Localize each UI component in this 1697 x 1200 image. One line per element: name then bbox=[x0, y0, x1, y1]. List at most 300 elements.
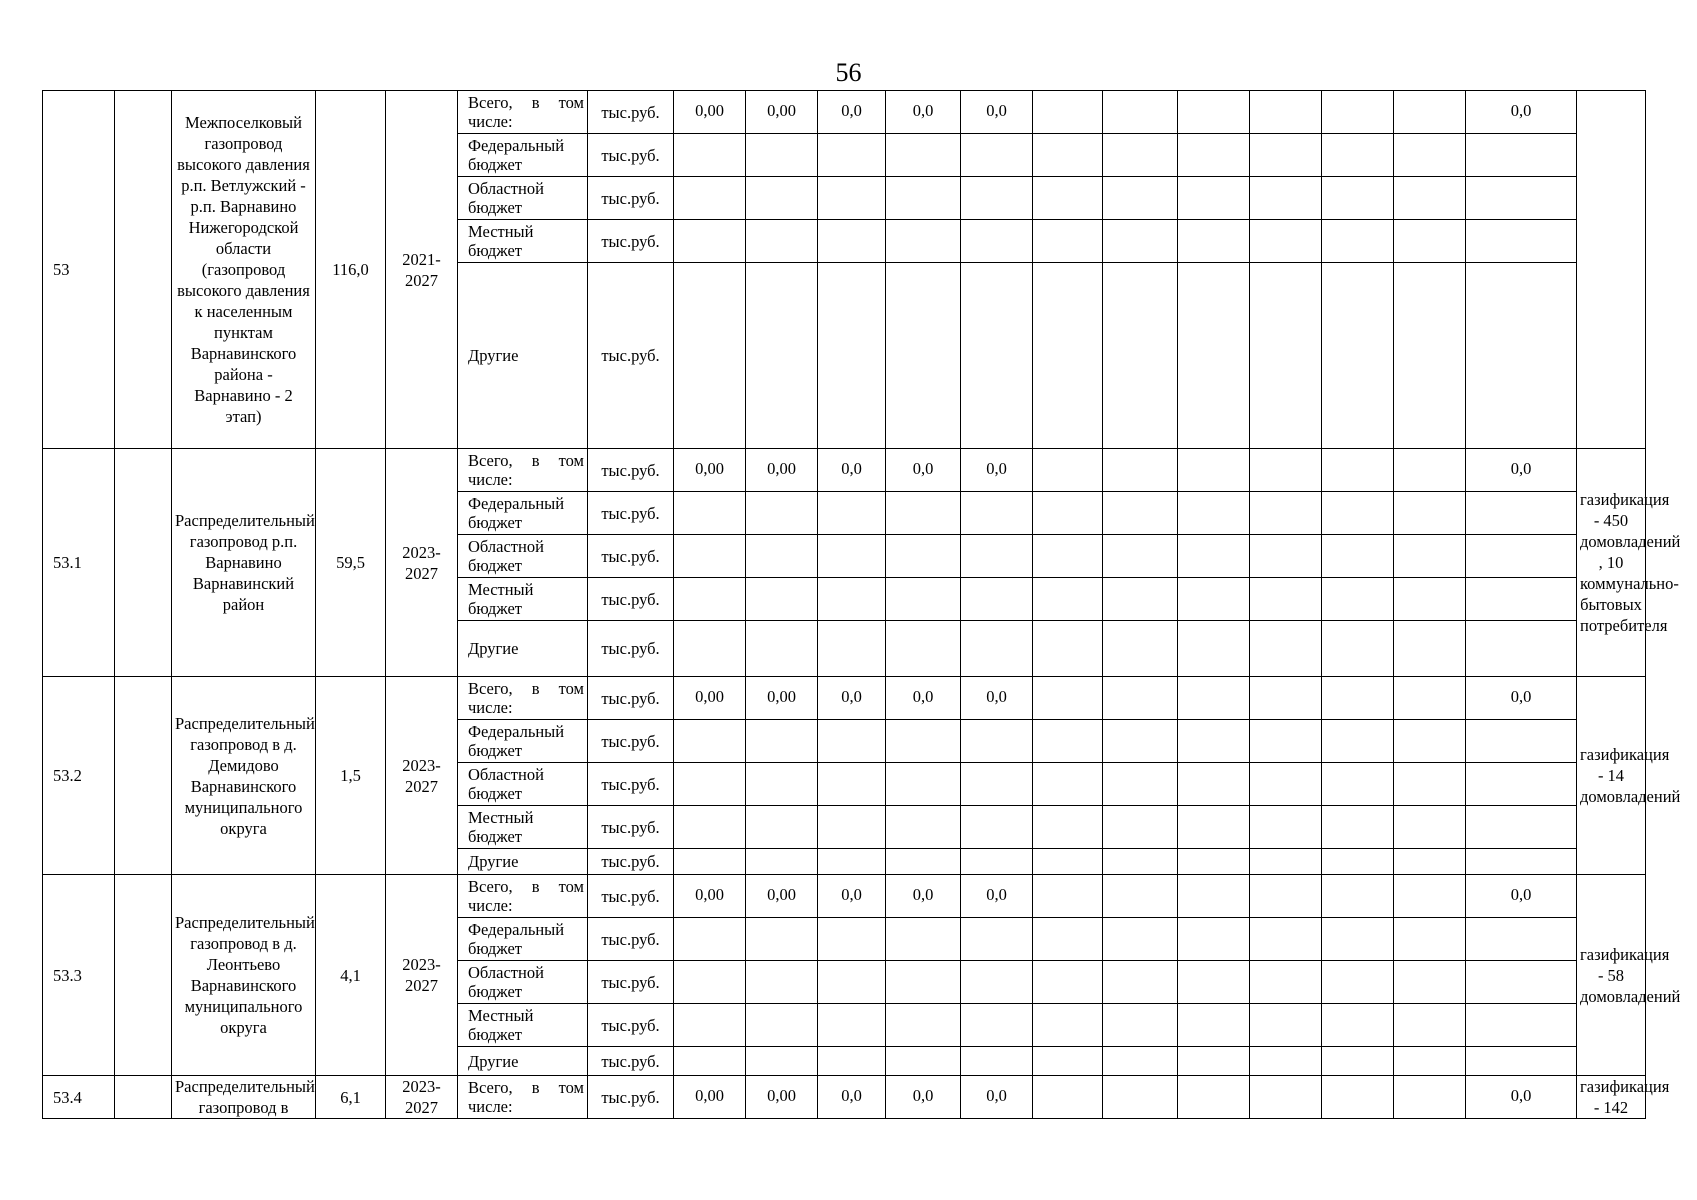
value-cell bbox=[1250, 177, 1322, 220]
value-cell bbox=[818, 621, 886, 677]
value-cell bbox=[674, 849, 746, 875]
value-cell bbox=[1033, 621, 1103, 677]
value-cell bbox=[1322, 1047, 1394, 1076]
funding-source: Всего, в том числе: bbox=[458, 875, 588, 918]
value-cell bbox=[886, 220, 961, 263]
value-cell bbox=[1394, 91, 1466, 134]
value-cell bbox=[1322, 535, 1394, 578]
value-cell bbox=[1322, 720, 1394, 763]
unit: тыс.руб. bbox=[588, 677, 674, 720]
value-cell bbox=[1178, 1076, 1250, 1119]
unit: тыс.руб. bbox=[588, 1004, 674, 1047]
total-value bbox=[1466, 535, 1577, 578]
value-cell bbox=[1250, 1004, 1322, 1047]
value-cell bbox=[886, 763, 961, 806]
value-cell bbox=[1322, 806, 1394, 849]
value-cell bbox=[1103, 763, 1178, 806]
item-number: 53.2 bbox=[43, 677, 115, 875]
value-cell bbox=[1033, 1004, 1103, 1047]
value-cell bbox=[746, 220, 818, 263]
value-cell bbox=[1178, 763, 1250, 806]
length-km: 4,1 bbox=[316, 875, 386, 1076]
value-cell: 0,00 bbox=[746, 677, 818, 720]
value-cell: 0,0 bbox=[886, 677, 961, 720]
value-cell bbox=[886, 621, 961, 677]
value-cell bbox=[961, 177, 1033, 220]
value-cell bbox=[1178, 134, 1250, 177]
implementation-period: 2023-2027 bbox=[386, 875, 458, 1076]
empty-cell bbox=[115, 677, 172, 875]
object-name: Распределительный газопровод в д. Демидово Варнавинского муниципального округа bbox=[172, 677, 316, 875]
value-cell bbox=[1250, 578, 1322, 621]
funding-source: Федеральный бюджет bbox=[458, 492, 588, 535]
value-cell bbox=[674, 578, 746, 621]
value-cell bbox=[1394, 918, 1466, 961]
funding-source: Всего, в том числе: bbox=[458, 449, 588, 492]
value-cell bbox=[1033, 1076, 1103, 1119]
empty-cell bbox=[115, 449, 172, 677]
value-cell bbox=[1250, 535, 1322, 578]
value-cell bbox=[1033, 918, 1103, 961]
value-cell bbox=[746, 578, 818, 621]
value-cell bbox=[1394, 263, 1466, 449]
value-cell bbox=[1178, 677, 1250, 720]
value-cell bbox=[674, 1047, 746, 1076]
total-value: 0,0 bbox=[1466, 449, 1577, 492]
value-cell bbox=[1033, 578, 1103, 621]
value-cell bbox=[1103, 1047, 1178, 1076]
value-cell bbox=[886, 961, 961, 1004]
value-cell bbox=[961, 492, 1033, 535]
funding-source: Всего, в том числе: bbox=[458, 677, 588, 720]
value-cell bbox=[1322, 1004, 1394, 1047]
value-cell bbox=[1322, 578, 1394, 621]
value-cell bbox=[1178, 875, 1250, 918]
value-cell bbox=[1033, 961, 1103, 1004]
value-cell bbox=[1033, 492, 1103, 535]
value-cell bbox=[1033, 677, 1103, 720]
value-cell bbox=[1394, 220, 1466, 263]
value-cell bbox=[1178, 720, 1250, 763]
value-cell: 0,0 bbox=[961, 91, 1033, 134]
value-cell bbox=[1250, 220, 1322, 263]
value-cell bbox=[886, 578, 961, 621]
table-row bbox=[43, 875, 1646, 918]
object-name: Распределительный газопровод р.п. Варнавино Варнавинский район bbox=[172, 449, 316, 677]
value-cell bbox=[886, 918, 961, 961]
value-cell bbox=[1103, 220, 1178, 263]
value-cell bbox=[818, 1047, 886, 1076]
value-cell bbox=[1322, 220, 1394, 263]
value-cell bbox=[1103, 849, 1178, 875]
value-cell: 0,0 bbox=[886, 91, 961, 134]
value-cell bbox=[1103, 875, 1178, 918]
object-name: Межпоселковый газопровод высокого давления р.п. Ветлужский - р.п. Варнавино Нижегородской области (газопровод высокого давления к населенным пунктам Варнавинского района - Варнавино - 2 этап) bbox=[172, 91, 316, 449]
value-cell bbox=[1103, 806, 1178, 849]
value-cell: 0,0 bbox=[818, 1076, 886, 1119]
value-cell bbox=[961, 961, 1033, 1004]
unit: тыс.руб. bbox=[588, 91, 674, 134]
value-cell bbox=[1103, 918, 1178, 961]
financing-table bbox=[42, 90, 1681, 1119]
value-cell bbox=[1033, 91, 1103, 134]
object-name: Распределительный газопровод в bbox=[172, 1076, 316, 1119]
value-cell bbox=[961, 220, 1033, 263]
funding-source: Другие bbox=[458, 1047, 588, 1076]
funding-source: Областной бюджет bbox=[458, 763, 588, 806]
item-number: 53.1 bbox=[43, 449, 115, 677]
unit: тыс.руб. bbox=[588, 578, 674, 621]
value-cell bbox=[1033, 806, 1103, 849]
table-row bbox=[43, 91, 1646, 134]
implementation-period: 2023-2027 bbox=[386, 677, 458, 875]
value-cell bbox=[1178, 961, 1250, 1004]
total-value bbox=[1466, 621, 1577, 677]
value-cell bbox=[1103, 263, 1178, 449]
value-cell bbox=[1250, 763, 1322, 806]
value-cell bbox=[1322, 677, 1394, 720]
value-cell: 0,00 bbox=[674, 91, 746, 134]
value-cell bbox=[1178, 91, 1250, 134]
value-cell bbox=[1103, 961, 1178, 1004]
value-cell bbox=[961, 1004, 1033, 1047]
value-cell bbox=[961, 720, 1033, 763]
value-cell bbox=[1033, 875, 1103, 918]
value-cell bbox=[746, 134, 818, 177]
value-cell bbox=[1322, 621, 1394, 677]
value-cell bbox=[1178, 918, 1250, 961]
funding-source: Местный бюджет bbox=[458, 220, 588, 263]
value-cell bbox=[1250, 961, 1322, 1004]
total-value bbox=[1466, 763, 1577, 806]
value-cell bbox=[1250, 806, 1322, 849]
value-cell bbox=[746, 720, 818, 763]
unit: тыс.руб. bbox=[588, 1047, 674, 1076]
value-cell: 0,0 bbox=[961, 875, 1033, 918]
value-cell bbox=[818, 806, 886, 849]
value-cell: 0,0 bbox=[818, 449, 886, 492]
unit: тыс.руб. bbox=[588, 177, 674, 220]
value-cell bbox=[818, 720, 886, 763]
value-cell: 0,0 bbox=[818, 875, 886, 918]
table-row bbox=[43, 677, 1646, 720]
value-cell bbox=[1394, 449, 1466, 492]
value-cell bbox=[674, 621, 746, 677]
value-cell bbox=[886, 806, 961, 849]
value-cell bbox=[746, 806, 818, 849]
value-cell bbox=[1322, 875, 1394, 918]
length-km: 59,5 bbox=[316, 449, 386, 677]
total-value: 0,0 bbox=[1466, 1076, 1577, 1119]
value-cell bbox=[1033, 535, 1103, 578]
value-cell bbox=[1394, 806, 1466, 849]
value-cell bbox=[674, 492, 746, 535]
value-cell bbox=[1103, 134, 1178, 177]
unit: тыс.руб. bbox=[588, 763, 674, 806]
length-km: 1,5 bbox=[316, 677, 386, 875]
value-cell bbox=[1250, 134, 1322, 177]
funding-source: Другие bbox=[458, 621, 588, 677]
value-cell bbox=[1178, 1047, 1250, 1076]
total-value bbox=[1466, 1004, 1577, 1047]
funding-source: Областной бюджет bbox=[458, 177, 588, 220]
unit: тыс.руб. bbox=[588, 492, 674, 535]
total-value bbox=[1466, 1047, 1577, 1076]
value-cell: 0,00 bbox=[746, 875, 818, 918]
value-cell bbox=[818, 492, 886, 535]
value-cell bbox=[746, 961, 818, 1004]
value-cell bbox=[1033, 134, 1103, 177]
value-cell bbox=[961, 263, 1033, 449]
item-number: 53 bbox=[43, 91, 115, 449]
value-cell: 0,0 bbox=[886, 875, 961, 918]
value-cell bbox=[1103, 720, 1178, 763]
value-cell bbox=[886, 535, 961, 578]
value-cell bbox=[1250, 621, 1322, 677]
total-value bbox=[1466, 263, 1577, 449]
value-cell: 0,00 bbox=[674, 449, 746, 492]
object-name: Распределительный газопровод в д. Леонтьево Варнавинского муниципального округа bbox=[172, 875, 316, 1076]
value-cell bbox=[1250, 918, 1322, 961]
value-cell bbox=[1394, 763, 1466, 806]
value-cell bbox=[674, 1004, 746, 1047]
funding-source: Местный бюджет bbox=[458, 1004, 588, 1047]
value-cell bbox=[674, 177, 746, 220]
value-cell bbox=[886, 1004, 961, 1047]
funding-source: Областной бюджет bbox=[458, 961, 588, 1004]
total-value bbox=[1466, 578, 1577, 621]
value-cell bbox=[674, 918, 746, 961]
page-number: 56 bbox=[835, 58, 862, 87]
value-cell bbox=[1250, 1047, 1322, 1076]
value-cell bbox=[1033, 1047, 1103, 1076]
value-cell bbox=[1178, 449, 1250, 492]
value-cell bbox=[674, 720, 746, 763]
value-cell bbox=[1178, 177, 1250, 220]
value-cell bbox=[961, 1047, 1033, 1076]
value-cell bbox=[1033, 220, 1103, 263]
funding-source: Местный бюджет bbox=[458, 578, 588, 621]
value-cell bbox=[961, 763, 1033, 806]
value-cell bbox=[746, 621, 818, 677]
value-cell bbox=[1394, 621, 1466, 677]
value-cell bbox=[1322, 492, 1394, 535]
value-cell bbox=[886, 134, 961, 177]
value-cell bbox=[886, 720, 961, 763]
value-cell: 0,0 bbox=[886, 1076, 961, 1119]
value-cell bbox=[1250, 91, 1322, 134]
value-cell: 0,00 bbox=[746, 91, 818, 134]
value-cell bbox=[674, 220, 746, 263]
value-cell bbox=[674, 134, 746, 177]
expected-result: газификация - 14 домовладений bbox=[1577, 677, 1646, 875]
value-cell: 0,0 bbox=[886, 449, 961, 492]
value-cell bbox=[1322, 961, 1394, 1004]
value-cell bbox=[1178, 1004, 1250, 1047]
value-cell bbox=[1394, 875, 1466, 918]
value-cell bbox=[746, 849, 818, 875]
unit: тыс.руб. bbox=[588, 263, 674, 449]
value-cell bbox=[1394, 1004, 1466, 1047]
value-cell bbox=[1033, 849, 1103, 875]
item-number: 53.3 bbox=[43, 875, 115, 1076]
value-cell bbox=[818, 220, 886, 263]
value-cell bbox=[1033, 763, 1103, 806]
value-cell bbox=[818, 763, 886, 806]
value-cell bbox=[818, 535, 886, 578]
value-cell bbox=[1322, 263, 1394, 449]
total-value bbox=[1466, 918, 1577, 961]
unit: тыс.руб. bbox=[588, 621, 674, 677]
value-cell bbox=[1033, 449, 1103, 492]
value-cell bbox=[1394, 720, 1466, 763]
value-cell: 0,0 bbox=[961, 677, 1033, 720]
value-cell bbox=[1394, 492, 1466, 535]
expected-result bbox=[1577, 91, 1646, 449]
value-cell bbox=[886, 1047, 961, 1076]
value-cell bbox=[746, 1004, 818, 1047]
value-cell: 0,0 bbox=[961, 1076, 1033, 1119]
unit: тыс.руб. bbox=[588, 535, 674, 578]
value-cell bbox=[1178, 806, 1250, 849]
value-cell bbox=[1178, 578, 1250, 621]
value-cell bbox=[1394, 961, 1466, 1004]
total-value bbox=[1466, 492, 1577, 535]
value-cell bbox=[746, 263, 818, 449]
value-cell bbox=[818, 134, 886, 177]
total-value bbox=[1466, 961, 1577, 1004]
value-cell bbox=[1103, 91, 1178, 134]
value-cell bbox=[1178, 849, 1250, 875]
value-cell bbox=[1394, 578, 1466, 621]
value-cell bbox=[1250, 449, 1322, 492]
unit: тыс.руб. bbox=[588, 961, 674, 1004]
value-cell bbox=[674, 961, 746, 1004]
total-value bbox=[1466, 720, 1577, 763]
unit: тыс.руб. bbox=[588, 449, 674, 492]
total-value: 0,0 bbox=[1466, 91, 1577, 134]
value-cell bbox=[961, 918, 1033, 961]
item-number: 53.4 bbox=[43, 1076, 115, 1119]
value-cell bbox=[818, 263, 886, 449]
value-cell bbox=[746, 177, 818, 220]
value-cell: 0,00 bbox=[674, 677, 746, 720]
value-cell bbox=[674, 263, 746, 449]
value-cell bbox=[1103, 449, 1178, 492]
value-cell bbox=[1394, 677, 1466, 720]
value-cell bbox=[1250, 263, 1322, 449]
unit: тыс.руб. bbox=[588, 134, 674, 177]
unit: тыс.руб. bbox=[588, 220, 674, 263]
value-cell bbox=[886, 263, 961, 449]
table-body bbox=[43, 91, 1681, 1119]
total-value bbox=[1466, 806, 1577, 849]
value-cell bbox=[818, 918, 886, 961]
unit: тыс.руб. bbox=[588, 806, 674, 849]
funding-source: Другие bbox=[458, 849, 588, 875]
value-cell bbox=[1394, 535, 1466, 578]
value-cell bbox=[1033, 177, 1103, 220]
value-cell bbox=[1103, 177, 1178, 220]
value-cell bbox=[1103, 578, 1178, 621]
value-cell bbox=[1103, 677, 1178, 720]
empty-cell bbox=[115, 875, 172, 1076]
unit: тыс.руб. bbox=[588, 720, 674, 763]
total-value: 0,0 bbox=[1466, 875, 1577, 918]
value-cell bbox=[1033, 263, 1103, 449]
value-cell bbox=[746, 918, 818, 961]
value-cell bbox=[1322, 1076, 1394, 1119]
funding-source: Областной бюджет bbox=[458, 535, 588, 578]
length-km: 116,0 bbox=[316, 91, 386, 449]
unit: тыс.руб. bbox=[588, 918, 674, 961]
value-cell bbox=[674, 763, 746, 806]
value-cell bbox=[961, 849, 1033, 875]
length-km: 6,1 bbox=[316, 1076, 386, 1119]
value-cell bbox=[1178, 220, 1250, 263]
value-cell bbox=[1322, 918, 1394, 961]
implementation-period: 2023-2027 bbox=[386, 449, 458, 677]
value-cell bbox=[1394, 177, 1466, 220]
unit: тыс.руб. bbox=[588, 875, 674, 918]
value-cell: 0,00 bbox=[746, 1076, 818, 1119]
value-cell bbox=[1394, 849, 1466, 875]
value-cell bbox=[818, 849, 886, 875]
value-cell bbox=[818, 177, 886, 220]
value-cell bbox=[1394, 134, 1466, 177]
total-value bbox=[1466, 177, 1577, 220]
value-cell bbox=[1322, 449, 1394, 492]
value-cell bbox=[1178, 535, 1250, 578]
value-cell bbox=[1322, 177, 1394, 220]
unit: тыс.руб. bbox=[588, 849, 674, 875]
value-cell bbox=[746, 763, 818, 806]
value-cell bbox=[746, 1047, 818, 1076]
value-cell bbox=[1250, 875, 1322, 918]
value-cell bbox=[1394, 1047, 1466, 1076]
value-cell: 0,0 bbox=[818, 677, 886, 720]
value-cell bbox=[746, 492, 818, 535]
value-cell bbox=[1322, 763, 1394, 806]
value-cell bbox=[886, 492, 961, 535]
empty-cell bbox=[115, 91, 172, 449]
total-value bbox=[1466, 220, 1577, 263]
expected-result: газификация - 142 bbox=[1577, 1076, 1646, 1119]
value-cell: 0,00 bbox=[746, 449, 818, 492]
value-cell bbox=[1322, 134, 1394, 177]
implementation-period: 2021-2027 bbox=[386, 91, 458, 449]
value-cell bbox=[1103, 621, 1178, 677]
value-cell: 0,00 bbox=[674, 1076, 746, 1119]
value-cell bbox=[674, 535, 746, 578]
funding-source: Всего, в том числе: bbox=[458, 91, 588, 134]
total-value bbox=[1466, 849, 1577, 875]
value-cell bbox=[1103, 492, 1178, 535]
value-cell bbox=[818, 961, 886, 1004]
funding-source: Местный бюджет bbox=[458, 806, 588, 849]
value-cell bbox=[1178, 492, 1250, 535]
funding-source: Федеральный бюджет bbox=[458, 134, 588, 177]
total-value: 0,0 bbox=[1466, 677, 1577, 720]
value-cell bbox=[961, 578, 1033, 621]
value-cell bbox=[1033, 720, 1103, 763]
value-cell bbox=[1103, 1004, 1178, 1047]
value-cell bbox=[961, 535, 1033, 578]
value-cell bbox=[961, 134, 1033, 177]
total-value bbox=[1466, 134, 1577, 177]
value-cell bbox=[1103, 1076, 1178, 1119]
funding-source: Федеральный бюджет bbox=[458, 720, 588, 763]
